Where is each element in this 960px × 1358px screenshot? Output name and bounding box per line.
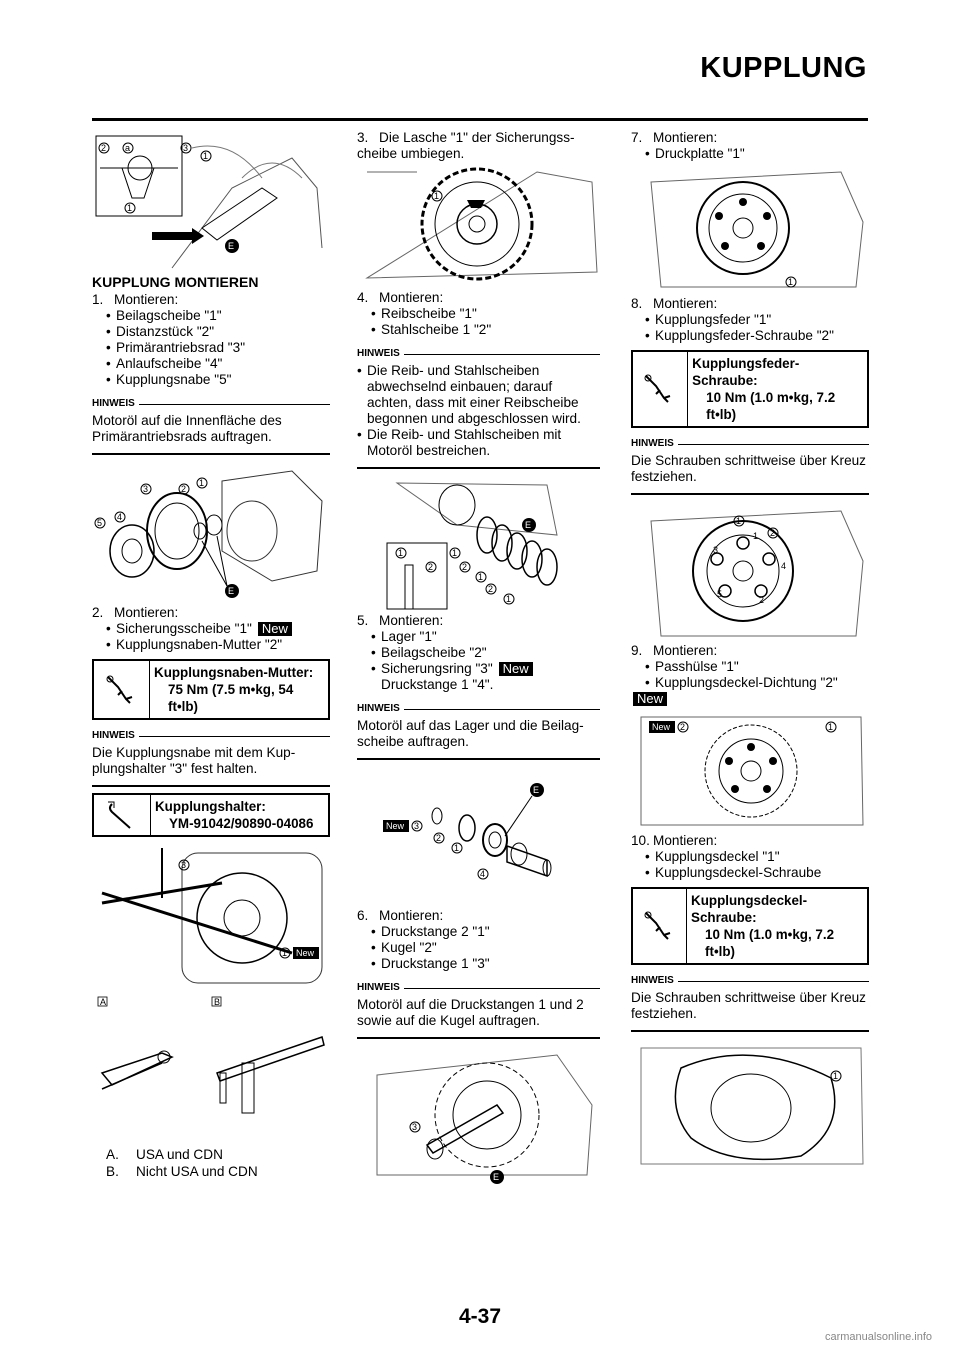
- list-item: • Distanzstück "2": [106, 324, 330, 340]
- list-item: • Kupplungsdeckel "1": [645, 849, 869, 865]
- new-badge: New: [633, 692, 667, 706]
- svg-text:2: 2: [428, 562, 434, 572]
- list-item: • Lager "1": [371, 629, 600, 645]
- svg-text:2: 2: [181, 484, 187, 494]
- illustration-clutch-holder: [92, 843, 330, 993]
- list-item: • Kupplungsnabe "5": [106, 372, 330, 388]
- step-10: 10. Montieren: • Kupplungsdeckel "1" • Kupplungsdeckel-Schraube: [631, 833, 869, 881]
- list-item: • Beilagscheibe "1": [106, 308, 330, 324]
- svg-text:3: 3: [713, 545, 719, 555]
- svg-text:5: 5: [717, 589, 723, 599]
- svg-text:2: 2: [462, 562, 468, 572]
- list-item: • Stahlscheibe 1 "2": [371, 322, 600, 338]
- svg-text:3: 3: [181, 860, 187, 870]
- list-item: • Kupplungsdeckel-Schraube: [645, 865, 869, 881]
- list-item: • Kupplungsdeckel-Dichtung "2": [645, 675, 869, 691]
- footer-watermark: carmanualsonline.info: [824, 1331, 932, 1343]
- note-box: HINWEIS Die Kupplungsnabe mit dem Kup-plungshalter "3" fest halten.: [92, 728, 330, 787]
- list-item: • Druckstange 2 "1": [371, 924, 600, 940]
- list-item: • Sicherungsring "3" New: [371, 661, 600, 677]
- svg-text:1: 1: [199, 478, 205, 488]
- step-6: 6. Montieren: • Druckstange 2 "1" • Kugel "2" • Druckstange 1 "3": [357, 908, 600, 972]
- list-item: • Die Reib- und Stahlscheiben abwechselnd einbauen; darauf achten, dass mit einer Reibscheibe begonnen und abgeschlossen wird.: [357, 363, 600, 427]
- svg-text:1: 1: [506, 594, 512, 604]
- svg-text:1: 1: [282, 948, 288, 958]
- new-badge: New: [258, 622, 292, 636]
- list-item: • Reibscheibe "1": [371, 306, 600, 322]
- illustration-tools-a-b: [92, 993, 330, 1141]
- list-item: • Kugel "2": [371, 940, 600, 956]
- torque-spec-box: Kupplungsdeckel-Schraube: 10 Nm (1.0 m•kg, 7.2 ft•lb): [631, 887, 869, 965]
- svg-text:2: 2: [436, 833, 442, 843]
- list-item: • Kupplungsfeder-Schraube "2": [645, 328, 869, 344]
- note-box: HINWEIS Motoröl auf die Innenfläche des Primärantriebsrads auftragen.: [92, 396, 330, 455]
- torque-spec-box: Kupplungsfeder-Schraube: 10 Nm (1.0 m•kg, 7.2 ft•lb): [631, 350, 869, 428]
- note-box: HINWEIS Die Schrauben schrittweise über Kreuz festziehen.: [631, 436, 869, 495]
- svg-text:E: E: [525, 520, 532, 530]
- svg-text:1: 1: [833, 1071, 839, 1081]
- new-badge: New: [386, 821, 405, 831]
- step-7: 7. Montieren: • Druckplatte "1": [631, 130, 869, 162]
- list-item: • Anlaufscheibe "4": [106, 356, 330, 372]
- header-rule: [92, 118, 868, 121]
- step-2: 2. Montieren: • Sicherungsscheibe "1" New • Kupplungsnaben-Mutter "2": [92, 605, 330, 653]
- tool-label-b: B: [214, 997, 221, 1007]
- column-1: [92, 128, 330, 1180]
- svg-text:2: 2: [759, 595, 765, 605]
- new-badge: New: [652, 722, 671, 732]
- tool-wrench-icon: [94, 795, 151, 835]
- svg-text:1: 1: [454, 843, 460, 853]
- list-item: • Die Reib- und Stahlscheiben mit Motoröl bestreichen.: [357, 427, 600, 459]
- svg-text:4: 4: [781, 561, 787, 571]
- illustration-clutch-cover: [631, 1038, 869, 1168]
- svg-text:1: 1: [478, 572, 484, 582]
- note-box: HINWEIS Motoröl auf die Druckstangen 1 und 2 sowie auf die Kugel auftragen.: [357, 980, 600, 1039]
- svg-text:1: 1: [398, 548, 404, 558]
- svg-text:1: 1: [788, 277, 794, 287]
- section-heading: KUPPLUNG MONTIEREN: [92, 274, 259, 290]
- step-4: 4. Montieren: • Reibscheibe "1" • Stahlscheibe 1 "2": [357, 290, 600, 338]
- figure-label: 3: [183, 143, 189, 153]
- torque-wrench-icon: [633, 889, 687, 963]
- figure-label: 1: [127, 203, 133, 213]
- svg-text:E: E: [533, 785, 540, 795]
- step-5: 5. Montieren: • Lager "1" • Beilagscheibe "2" • Sicherungsring "3" New Druckstange 1 "4".: [357, 613, 600, 693]
- illustration-dowel-gasket: [631, 707, 869, 831]
- svg-text:4: 4: [117, 512, 123, 522]
- svg-text:1: 1: [452, 548, 458, 558]
- illustration-clutch-plates: [357, 475, 600, 611]
- list-item: • Sicherungsscheibe "1" New: [106, 621, 330, 637]
- note-box: HINWEIS • Die Reib- und Stahlscheiben abwechselnd einbauen; darauf achten, dass mit einer Reibscheibe begonnen und abgeschlossen wird. • Die Reib- und Stahlscheiben mit Motoröl bestreichen.: [357, 346, 600, 469]
- tool-spec-box: Kupplungshalter: YM-91042/90890-04086: [92, 793, 330, 837]
- torque-wrench-icon: [633, 352, 688, 426]
- svg-text:5: 5: [97, 518, 103, 528]
- illustration-bearing-pushrod: [357, 766, 600, 906]
- illustration-pushrod-insert: [357, 1045, 600, 1187]
- column-2: [357, 128, 600, 1187]
- page-title: KUPPLUNG: [700, 52, 867, 84]
- figure-label: 2: [101, 143, 107, 153]
- svg-text:3: 3: [414, 821, 420, 831]
- figure-legend: A. USA und CDN B. Nicht USA und CDN: [106, 1147, 258, 1179]
- svg-text:3: 3: [143, 484, 149, 494]
- list-item: • Beilagscheibe "2": [371, 645, 600, 661]
- illustration-lock-washer: [357, 162, 600, 288]
- list-item: • Primärantriebsrad "3": [106, 340, 330, 356]
- step-9: 9. Montieren: • Passhülse "1" • Kupplungsdeckel-Dichtung "2" New: [631, 643, 869, 707]
- new-badge: New: [296, 948, 315, 958]
- svg-text:4: 4: [480, 869, 486, 879]
- list-item: • Druckstange 1 "3": [371, 956, 600, 972]
- svg-text:1: 1: [753, 531, 759, 541]
- svg-text:1: 1: [828, 722, 834, 732]
- svg-text:1: 1: [736, 516, 742, 526]
- illustration-pressure-plate: [631, 162, 869, 294]
- svg-text:2: 2: [770, 528, 776, 538]
- step-3: 3. Die Lasche "1" der Sicherungss-cheibe umbiegen.: [357, 130, 575, 161]
- torque-wrench-icon: [94, 661, 150, 718]
- step-1: 1. Montieren: • Beilagscheibe "1" • Distanzstück "2" • Primärantriebsrad "3" • Anlaufscheibe "4" • Kupplungsnabe "5": [92, 292, 330, 388]
- note-box: HINWEIS Die Schrauben schrittweise über Kreuz festziehen.: [631, 973, 869, 1032]
- list-item: • Passhülse "1": [645, 659, 869, 675]
- figure-label: a: [125, 143, 131, 153]
- list-item: • Druckplatte "1": [645, 146, 869, 162]
- svg-text:3: 3: [412, 1122, 418, 1132]
- illustration-spring-bolts: [631, 501, 869, 641]
- svg-text:1: 1: [434, 191, 440, 201]
- figure-label: 1: [203, 151, 209, 161]
- step-8: 8. Montieren: • Kupplungsfeder "1" • Kupplungsfeder-Schraube "2": [631, 296, 869, 344]
- page-number: 4-37: [458, 1305, 502, 1328]
- illustration-clutch-exploded: [92, 461, 330, 603]
- svg-text:2: 2: [488, 584, 494, 594]
- note-box: HINWEIS Motoröl auf das Lager und die Beilag-scheibe auftragen.: [357, 701, 600, 760]
- new-badge: New: [499, 662, 533, 676]
- illustration-washer-install: [92, 128, 330, 270]
- figure-label: E: [228, 241, 235, 251]
- column-3: [631, 128, 869, 1168]
- torque-spec-box: Kupplungsnaben-Mutter: 75 Nm (7.5 m•kg, 54 ft•lb): [92, 659, 330, 720]
- svg-text:2: 2: [680, 722, 686, 732]
- tool-label-a: A: [100, 997, 107, 1007]
- svg-text:E: E: [493, 1172, 500, 1182]
- svg-text:E: E: [228, 586, 235, 596]
- list-item: • Kupplungsnaben-Mutter "2": [106, 637, 330, 653]
- list-item: • Kupplungsfeder "1": [645, 312, 869, 328]
